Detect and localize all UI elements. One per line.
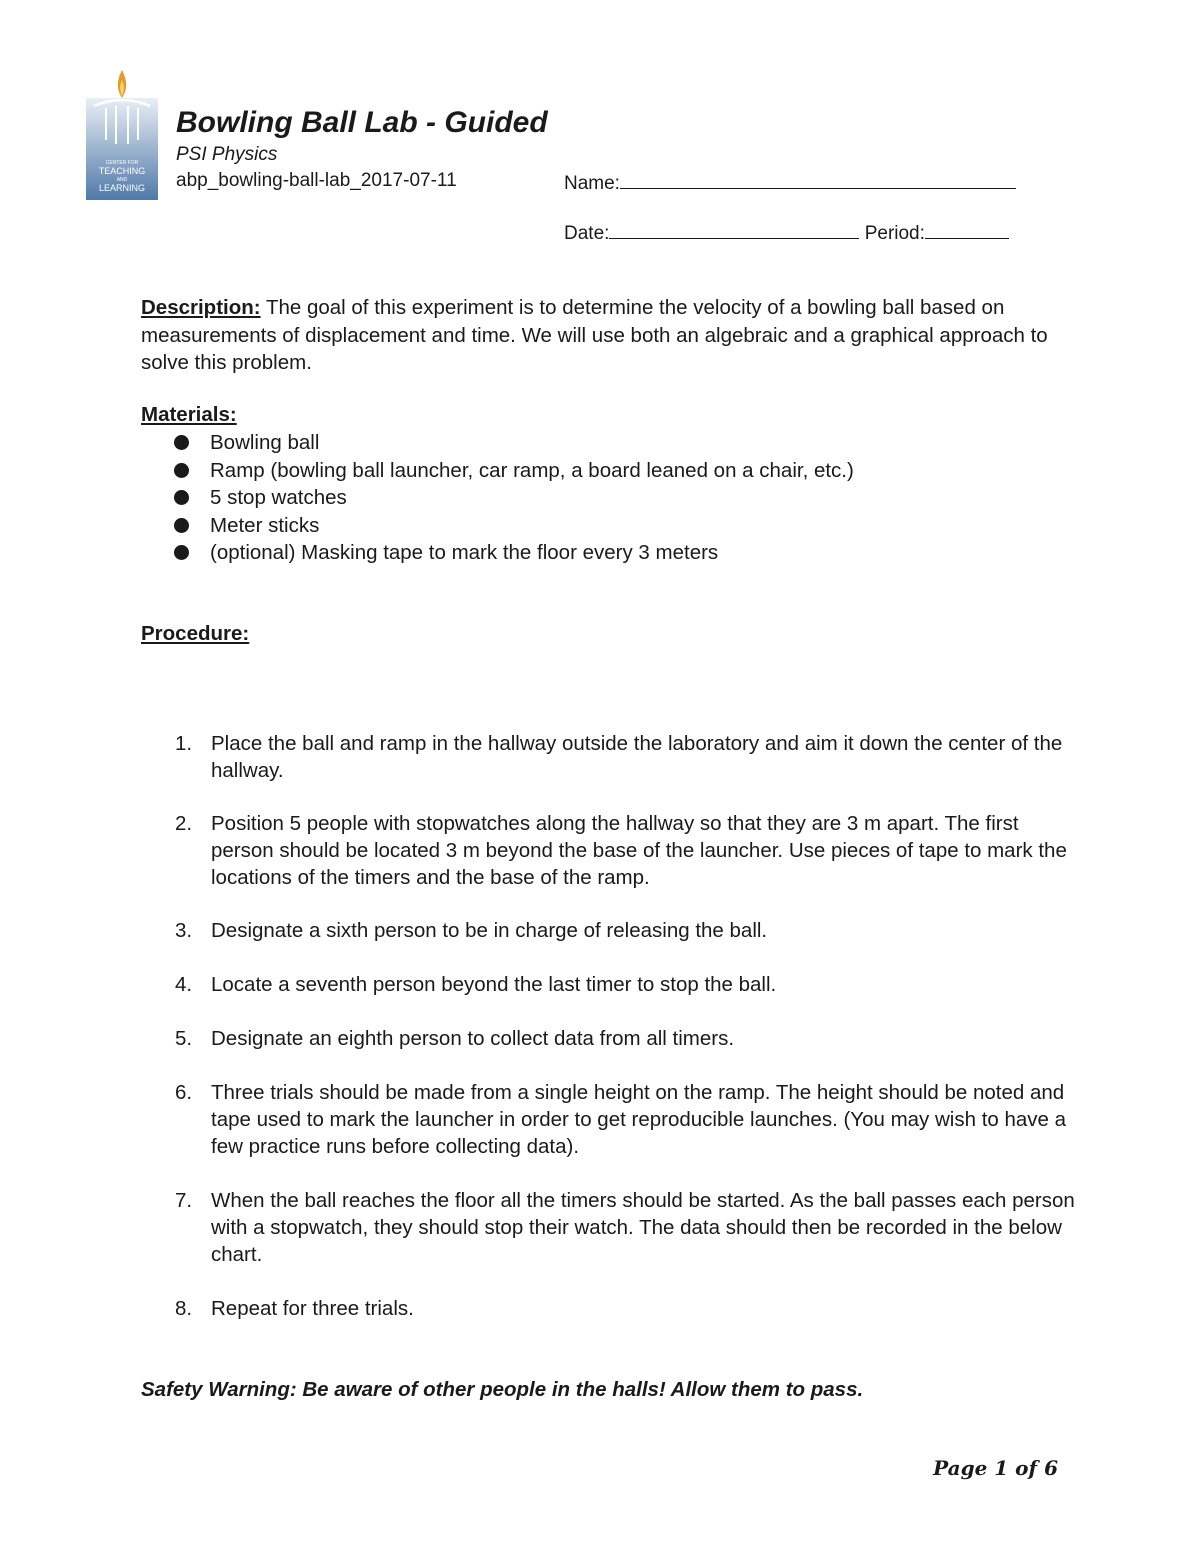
procedure-steps (141, 730, 1081, 1322)
list-item: Ramp (bowling ball launcher, car ramp, a board leaned on a chair, etc.) (174, 457, 854, 485)
bullet-icon (174, 545, 189, 560)
document-title: Bowling Ball Lab - Guided (176, 106, 548, 139)
name-field (564, 170, 1016, 195)
bullet-icon (174, 490, 189, 505)
bullet-icon (174, 518, 189, 533)
list-item: 4. Locate a seventh person beyond the last timer to stop the ball. (175, 973, 777, 996)
date-label: Date: (564, 223, 610, 244)
list-item: 5 stop watches (174, 484, 854, 512)
period-blank[interactable] (925, 220, 1009, 239)
svg-text:LEARNING: LEARNING (98, 183, 146, 193)
list-item: 3. Designate a sixth person to be in charge of releasing the ball. (175, 919, 768, 942)
list-item: 8. Repeat for three trials. (175, 1297, 414, 1320)
list-item: 2. Position 5 people with stopwatches along the hallway so that they are 3 m apart. The first person should be located 3 m beyond the base of the launcher. Use pieces of tape to mark the locations of the timers and the base of the ramp. (175, 812, 1067, 889)
list-item: Bowling ball (174, 429, 854, 457)
bullet-icon (174, 463, 189, 478)
materials-label: Materials: (141, 403, 237, 426)
svg-text:AND: AND (116, 177, 128, 183)
page-number: Page 1 of 6 (933, 1456, 1058, 1480)
safety-warning: Safety Warning: Be aware of other people in the halls! Allow them to pass. (141, 1378, 864, 1401)
list-item: 5. Designate an eighth person to collect data from all timers. (175, 1027, 735, 1050)
list-item: 1. Place the ball and ramp in the hallway outside the laboratory and aim it down the center of the hallway. (175, 732, 1063, 782)
document-id: abp_bowling-ball-lab_2017-07-11 (176, 170, 457, 191)
period-label: Period: (864, 223, 925, 244)
procedure-label: Procedure: (141, 622, 250, 645)
description-paragraph (141, 294, 1061, 377)
svg-text:CENTER FOR: CENTER FOR (105, 160, 139, 166)
list-item: Meter sticks (174, 512, 854, 540)
description-label: Description: (141, 296, 261, 319)
list-item: (optional) Masking tape to mark the floor every 3 meters (174, 539, 854, 567)
svg-text:TEACHING: TEACHING (98, 166, 146, 176)
list-item: 7. When the ball reaches the floor all the timers should be started. As the ball passes each person with a stopwatch, they should stop their watch. The data should then be recorded in the below chart. (175, 1189, 1075, 1266)
date-blank[interactable] (609, 220, 859, 239)
list-item: 6. Three trials should be made from a single height on the ramp. The height should be noted and tape used to mark the launcher in order to get reproducible launches. (You may wish to have a few practice runs before collecting data). (175, 1081, 1067, 1158)
materials-list (174, 429, 854, 567)
bullet-icon (174, 435, 189, 450)
name-blank[interactable] (620, 170, 1016, 189)
date-field (564, 220, 1009, 245)
center-for-teaching-and-learning-logo (86, 68, 158, 200)
description-text: The goal of this experiment is to determine the velocity of a bowling ball based on measurements of displacement and time. We will use both an algebraic and a graphical approach to solve this problem. (141, 296, 1048, 374)
course-name: PSI Physics (176, 144, 278, 165)
name-label: Name: (564, 173, 620, 194)
